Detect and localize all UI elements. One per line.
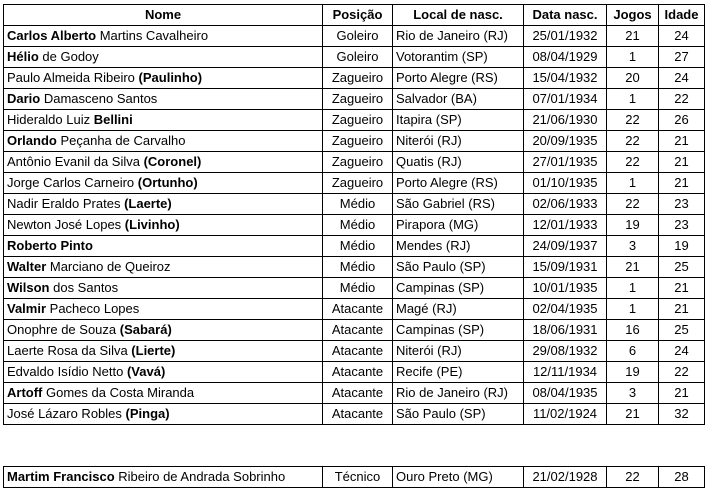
player-name [4,68,323,89]
name-highlight: Orlando [7,133,57,148]
player-birthplace: Recife (PE) [393,362,524,383]
name-highlight: (Sabará) [119,322,172,337]
player-age: 21 [659,299,705,320]
player-birthdate: 25/01/1932 [524,26,607,47]
player-age: 26 [659,110,705,131]
player-age: 24 [659,341,705,362]
name-highlight: Valmir [7,301,47,316]
player-position: Atacante [323,341,393,362]
player-birthplace: Niterói (RJ) [393,341,524,362]
player-birthplace: Votorantim (SP) [393,47,524,68]
table-row [4,47,705,68]
name-part: Gomes da Costa Miranda [42,385,195,400]
header-jogos: Jogos [607,5,659,26]
player-birthplace: Niterói (RJ) [393,131,524,152]
player-position: Médio [323,236,393,257]
header-posicao: Posição [323,5,393,26]
table-row [4,131,705,152]
player-birthdate: 08/04/1935 [524,383,607,404]
player-birthdate: 20/09/1935 [524,131,607,152]
coach-birthdate: 21/02/1928 [524,467,607,488]
player-position: Zagueiro [323,152,393,173]
player-name [4,278,323,299]
player-age: 19 [659,236,705,257]
name-part: Pacheco Lopes [46,301,140,316]
player-games: 1 [607,299,659,320]
player-position: Zagueiro [323,110,393,131]
player-birthdate: 15/09/1931 [524,257,607,278]
player-birthplace: Porto Alegre (RS) [393,68,524,89]
player-position: Médio [323,215,393,236]
player-birthdate: 15/04/1932 [524,68,607,89]
player-age: 27 [659,47,705,68]
squad-table [3,4,705,425]
player-birthplace: São Paulo (SP) [393,404,524,425]
name-highlight: Wilson [7,280,50,295]
header-idade: Idade [659,5,705,26]
header-nome: Nome [4,5,323,26]
table-row [4,362,705,383]
player-age: 21 [659,131,705,152]
player-birthdate: 21/06/1930 [524,110,607,131]
table-row [4,68,705,89]
name-part: Marciano de Queiroz [46,259,171,274]
player-position: Atacante [323,320,393,341]
table-row [4,404,705,425]
player-position: Atacante [323,362,393,383]
name-highlight: (Coronel) [143,154,202,169]
player-name [4,257,323,278]
name-part: Laerte Rosa da Silva [7,343,132,358]
name-highlight: (Ortunho) [137,175,198,190]
player-games: 21 [607,404,659,425]
table-row [4,194,705,215]
player-birthplace: Salvador (BA) [393,89,524,110]
name-part: Paulo Almeida Ribeiro [7,70,139,85]
table-row [4,152,705,173]
player-name [4,215,323,236]
player-birthdate: 24/09/1937 [524,236,607,257]
name-highlight: Bellini [93,112,133,127]
player-birthdate: 01/10/1935 [524,173,607,194]
coach-birthplace: Ouro Preto (MG) [393,467,524,488]
player-name [4,320,323,341]
player-birthplace: Rio de Janeiro (RJ) [393,26,524,47]
player-position: Atacante [323,383,393,404]
name-highlight: (Lierte) [131,343,176,358]
name-part: de Godoy [38,49,99,64]
player-games: 20 [607,68,659,89]
player-name [4,341,323,362]
player-age: 32 [659,404,705,425]
player-name [4,131,323,152]
player-age: 22 [659,89,705,110]
name-highlight: Roberto Pinto [7,238,93,253]
table-row [4,26,705,47]
player-birthplace: Magé (RJ) [393,299,524,320]
player-birthdate: 10/01/1935 [524,278,607,299]
player-birthplace: Porto Alegre (RS) [393,173,524,194]
coach-row [4,467,705,488]
player-position: Goleiro [323,47,393,68]
table-row [4,383,705,404]
player-position: Zagueiro [323,173,393,194]
name-part: Hideraldo Luiz [7,112,94,127]
table-row [4,278,705,299]
name-highlight: Walter [7,259,47,274]
name-part: Edvaldo Isídio Netto [7,364,127,379]
player-name [4,404,323,425]
player-birthplace: Quatis (RJ) [393,152,524,173]
player-games: 21 [607,257,659,278]
player-position: Goleiro [323,26,393,47]
player-name [4,236,323,257]
player-games: 1 [607,173,659,194]
name-part: José Lázaro Robles [7,406,126,421]
table-row [4,341,705,362]
name-highlight: Carlos Alberto [7,28,97,43]
player-position: Zagueiro [323,131,393,152]
player-age: 21 [659,173,705,194]
player-games: 22 [607,131,659,152]
player-position: Atacante [323,404,393,425]
name-part: Onophre de Souza [7,322,120,337]
player-position: Atacante [323,299,393,320]
player-name [4,110,323,131]
name-part: Martins Cavalheiro [96,28,209,43]
player-games: 6 [607,341,659,362]
player-games: 1 [607,278,659,299]
player-age: 21 [659,278,705,299]
table-row [4,320,705,341]
header-local: Local de nasc. [393,5,524,26]
table-row [4,110,705,131]
name-highlight: Hélio [7,49,39,64]
table-row [4,299,705,320]
name-part: Newton José Lopes [7,217,125,232]
player-name [4,299,323,320]
name-highlight: Artoff [7,385,43,400]
player-games: 22 [607,110,659,131]
player-position: Zagueiro [323,89,393,110]
player-birthdate: 27/01/1935 [524,152,607,173]
coach-name [4,467,323,488]
name-part: Damasceno Santos [40,91,158,106]
player-games: 22 [607,152,659,173]
table-row [4,173,705,194]
player-age: 25 [659,320,705,341]
player-birthdate: 18/06/1931 [524,320,607,341]
name-part: Antônio Evanil da Silva [7,154,144,169]
player-name [4,362,323,383]
coach-age: 28 [659,467,705,488]
player-games: 3 [607,383,659,404]
table-row [4,215,705,236]
player-birthplace: Itapira (SP) [393,110,524,131]
player-name [4,194,323,215]
player-age: 24 [659,26,705,47]
player-birthplace: Campinas (SP) [393,320,524,341]
table-row [4,89,705,110]
player-name [4,89,323,110]
player-name [4,26,323,47]
name-highlight: (Vavá) [126,364,166,379]
name-part: Jorge Carlos Carneiro [7,175,138,190]
player-age: 24 [659,68,705,89]
player-position: Zagueiro [323,68,393,89]
player-birthdate: 08/04/1929 [524,47,607,68]
name-highlight: Martim Francisco [7,469,115,484]
player-games: 19 [607,215,659,236]
table-row [4,236,705,257]
coach-games: 22 [607,467,659,488]
name-highlight: (Paulinho) [138,70,203,85]
player-age: 23 [659,215,705,236]
table-row [4,257,705,278]
player-birthdate: 12/11/1934 [524,362,607,383]
player-age: 23 [659,194,705,215]
player-name [4,152,323,173]
player-age: 22 [659,362,705,383]
player-position: Médio [323,278,393,299]
player-age: 25 [659,257,705,278]
player-name [4,173,323,194]
player-name [4,47,323,68]
player-position: Médio [323,257,393,278]
player-age: 21 [659,383,705,404]
name-highlight: (Laerte) [124,196,172,211]
player-games: 3 [607,236,659,257]
player-birthplace: Rio de Janeiro (RJ) [393,383,524,404]
player-age: 21 [659,152,705,173]
name-part: Ribeiro de Andrada Sobrinho [114,469,286,484]
player-birthplace: São Gabriel (RS) [393,194,524,215]
player-games: 19 [607,362,659,383]
player-games: 16 [607,320,659,341]
name-highlight: Dario [7,91,41,106]
player-birthdate: 29/08/1932 [524,341,607,362]
player-birthplace: Mendes (RJ) [393,236,524,257]
name-part: dos Santos [49,280,119,295]
name-part: Nadir Eraldo Prates [7,196,125,211]
name-highlight: (Livinho) [124,217,180,232]
player-games: 1 [607,89,659,110]
player-games: 21 [607,26,659,47]
coach-position: Técnico [323,467,393,488]
player-name [4,383,323,404]
name-highlight: (Pinga) [125,406,170,421]
player-birthdate: 07/01/1934 [524,89,607,110]
player-games: 22 [607,194,659,215]
player-birthdate: 11/02/1924 [524,404,607,425]
coach-table [3,466,705,488]
player-birthdate: 02/06/1933 [524,194,607,215]
header-row [4,5,705,26]
player-birthdate: 12/01/1933 [524,215,607,236]
name-part: Peçanha de Carvalho [56,133,186,148]
player-birthplace: São Paulo (SP) [393,257,524,278]
player-position: Médio [323,194,393,215]
player-birthdate: 02/04/1935 [524,299,607,320]
player-birthplace: Campinas (SP) [393,278,524,299]
header-data: Data nasc. [524,5,607,26]
player-birthplace: Pirapora (MG) [393,215,524,236]
players-body [4,26,705,425]
player-games: 1 [607,47,659,68]
